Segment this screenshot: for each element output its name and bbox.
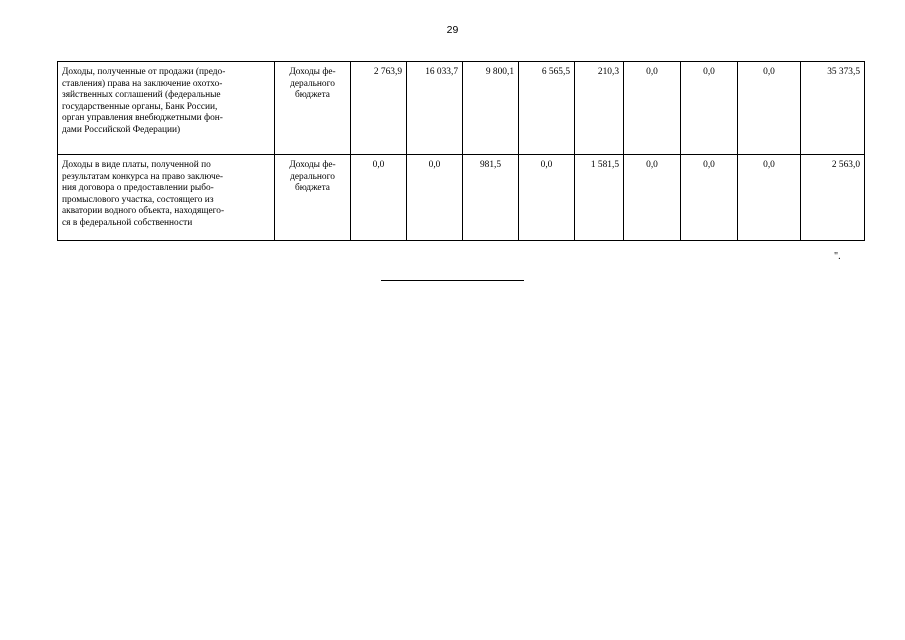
value-cell: 2 763,9 xyxy=(351,62,407,155)
text-line: ставления) права на заключение охотхо- xyxy=(62,78,223,89)
value-cell: 0,0 xyxy=(519,155,575,241)
value-cell: 0,0 xyxy=(351,155,407,241)
separator-line xyxy=(381,280,524,281)
closing-quote: ". xyxy=(834,251,841,262)
revenue-name-cell xyxy=(58,62,275,155)
text-line: результатам конкурса на право заключе- xyxy=(62,171,224,182)
text-line: промыслового участка, состоящего из xyxy=(62,194,214,205)
text-line: акватории водного объекта, находящего- xyxy=(62,206,225,217)
value-cell: 9 800,1 xyxy=(463,62,519,155)
revenue-type-cell xyxy=(275,62,351,155)
text-line: орган управления внебюджетными фон- xyxy=(62,113,223,124)
page-number: 29 xyxy=(446,24,459,36)
total-cell: 35 373,5 xyxy=(801,62,865,155)
value-cell: 210,3 xyxy=(575,62,624,155)
value-cell: 6 565,5 xyxy=(519,62,575,155)
value-cell: 0,0 xyxy=(407,155,463,241)
text-line: зяйственных соглашений (федеральные xyxy=(62,90,221,101)
text-line: бюджета xyxy=(295,90,330,101)
text-line: дерального xyxy=(290,171,335,182)
value-cell: 0,0 xyxy=(681,62,738,155)
revenue-type-cell xyxy=(275,155,351,241)
text-line: дерального xyxy=(290,78,335,89)
value-cell: 0,0 xyxy=(738,62,801,155)
revenue-name-cell xyxy=(58,155,275,241)
text-line: Доходы фе- xyxy=(289,160,336,170)
value-cell: 0,0 xyxy=(738,155,801,241)
table-row xyxy=(58,62,865,155)
value-cell: 1 581,5 xyxy=(575,155,624,241)
table-row xyxy=(58,155,865,241)
text-line: Доходы фе- xyxy=(289,67,336,77)
value-cell: 16 033,7 xyxy=(407,62,463,155)
value-cell: 0,0 xyxy=(624,155,681,241)
text-line: ния договора о предоставлении рыбо- xyxy=(62,183,214,194)
text-line: ся в федеральной собственности xyxy=(62,217,193,228)
revenue-table xyxy=(57,61,865,241)
text-line: государственные органы, Банк России, xyxy=(62,101,218,112)
value-cell: 0,0 xyxy=(681,155,738,241)
text-line: дами Российской Федерации) xyxy=(62,124,181,135)
total-cell: 2 563,0 xyxy=(801,155,865,241)
value-cell: 0,0 xyxy=(624,62,681,155)
text-line: Доходы, полученные от продажи (предо- xyxy=(62,67,226,77)
text-line: Доходы в виде платы, полученной по xyxy=(62,160,211,170)
text-line: бюджета xyxy=(295,183,330,194)
value-cell: 981,5 xyxy=(463,155,519,241)
